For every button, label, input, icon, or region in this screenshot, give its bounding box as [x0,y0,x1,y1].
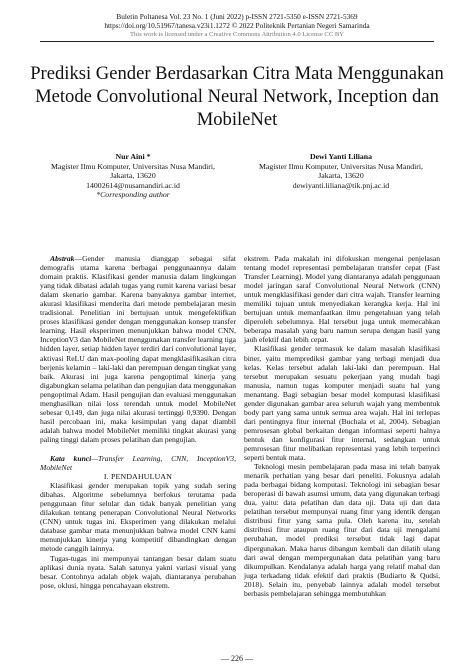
header-rule [40,41,434,42]
author-affiliation-city: Jakarta, 13620 [318,171,364,181]
author-email[interactable]: 14002614@nusamandiri.ac.id [86,180,180,190]
paper-title: Prediksi Gender Berdasarkan Citra Mata Menggunakan Metode Convolutional Neural Network, Inception dan MobileNet [30,63,444,130]
body-paragraph: Klasifikasi gender termasuk ke dalam masalah klasifikasi biner, yaitu memprediksi gambar yang terbagi menjadi dua kelas. Kelas tersebut adalah laki-laki dan perempuan. Hal tersebut merupakan sesuatu pekerjaan yang mudah bagi manusia, namun tugas komputer menjadi suatu hal yang menantang. Bagi sebagian besar model komputasi klasifikasi gender digunakan gambar area seluruh wajah yang membentuk body part yang sama untuk semua area wajah. Hal ini terlepas dari pentingnya fitur internal (Buchala et al, 2004). Sebagian pemrosesan global berkaitan dengan informasi seperti halnya bentuk dan konfigurasi fitur internal, sedangkan untuk pemrosesan fitur melibatkan representasi yang lebih terperinci seperti bentuk mata. [244,344,440,463]
author-name: Nur Aini * [115,152,151,161]
doi-line[interactable]: https://doi.org/10.51967/tanesa.v23i1.1272 © 2022 Politeknik Pertanian Negeri Samarinda [104,21,370,30]
right-column [244,254,440,598]
corresponding-note: *Corresponding author [96,190,170,200]
intro-paragraph: Tugas-tugas ini mempunyai tantangan besar dalam suatu aplikasi dunia nyata. Salah satunya yakni variasi visual yang besar. Contohnya adalah objek wajah, diantaranya perubahan pose, oklusi, hingga pencahayaan ekstrem. [40,553,236,590]
author-block-1 [38,152,228,200]
keywords [40,454,236,472]
body-paragraph: ekstrem. Pada makalah ini difokuskan mengenai penjelasan tentang model representasi pembelajaran transfer cepat (Fast Transfer Learning). Model yang diantaranya adalah penggunaan model jaringan saraf Convolutional Neural Network (CNN) untuk mengklasifikasi gender dari citra wajah. Transfer learning memiliki tujuan untuk menyediakan kerangka kerja. Hal ini bertujuan untuk memanfaatkan ilmu pengetahuan yang telah diperoleh sebelumnya. Hal tersebut juga untuk memecahkan beberapa masalah yang baru namun serupa dengan hasil yang jauh efektif dan lebih cepat. [244,254,440,345]
license-line[interactable]: This work is licensed under a Creative Commons Attribution 4.0 License CC BY [129,31,345,38]
abstract-text: —Gender manusia dianggap sebagai sifat demografis utama karena berbagai penggunaannya dalam domain praktis. Klasifikasi gender manusia dalam lingkungan yang tidak dibatasi adalah tugas yang rumit karena variasi besar dalam skenario gambar. Karena banyaknya gambar internet, akurasi klasifikasi menderita dari metode pembelajaran mesin tradisional. Penelitian ini bertujuan untuk mengefektifkan proses klasifikasi gender dengan menggunakan konsep transfer learning. Hasil eksperimen menunjukkan bahwa model CNN, InceptionV3 dan MobileNet menggunakan transfer learning tiga hidden layer, setiap hidden layer terdiri dari convolutional layer, aktivasi ReLU dan max-pooling dapat mengklasifikasikan citra berjenis kelamin – laki-laki dan perempuan dengan tingkat yang baik. Akurasi ini juga karena pengoptimal kinerja yang digabungkan selama pelatihan dan pengujian data menggunakan pengoptimal Adam. Hasil pengujian dan evaluasi menggunakan menghasilkan nilai loss terendah untuk model MobileNet sebesar 0,149, dan juga nilai akurasi tertinggi 0,9390. Dengan hasil percobaan ini, maka kesimpulan yang dapat diambil adalah bahwa model MobileNet memiliki tingkat akurasi yang paling tinggi dalam proses pelatihan dan pengujian. [40,254,236,444]
abstract-label: Abstrak [50,254,75,263]
author-affiliation-city: Jakarta, 13620 [110,171,156,181]
left-column [40,254,236,590]
author-affiliation: Magister Ilmu Komputer, Universitas Nusa Mandiri, [50,161,216,171]
intro-paragraph: Klasifikasi gender merupakan topik yang sudah sering dibahas. Algoritme sebelumnya berfokus terutama pada penggunaan fitur selular dan tidak banyak penelitian yang dilakukan tentang penerapan Convolutional Neural Networks (CNN) untuk tugas ini. Eksperimen yang dilakukan melalui database gambar mata menunjukkan bahwa model CNN kami menunjukkan kinerja yang kompetitif dibandingkan dengan metode canggih lainnya. [40,481,236,554]
author-block-2 [246,152,436,190]
section-heading-introduction: I. PENDAHULUAN [103,472,173,482]
keywords-text: —Transfer Learning, CNN, InceptionV3, MobileNet [40,453,236,473]
author-affiliation: Magister Ilmu Komputer, Universitas Nusa Mandiri, [258,161,424,171]
keywords-label: Kata kunci [50,453,92,463]
body-paragraph: Teknologi mesin pembelajaran pada masa ini telah banyak menarik perhatian yang besar dari peneliti. Fokusnya adalah pada berbagai bidang komputasi. Teknologi ini sebagian besar beroperasi di bawah asumsi umum, data yang digunakan terbagi dua, yaitu: data pelatihan dan data uji. Data uji dan data pelatihan tersebut mempunyai ruang fitur yang identik dengan distribusi fitur yang sama pula. Oleh karena itu, setelah distribusi fitur ataupun ruang fitur dari data uji mengalami perubahan, model prediksi tersebut tidak lagi dapat dipergunakan. Maka harus dibangun kembali dan dilatih ulang dari awal dengan mempergunakan data pelatihan yang baru dikumpulkan. Kendalanya adalah harga yang relatif mahal dan juga terkadang tidak efektif dari praktis (Budiarto & Qudsi, 2018). Selain itu, penyebab lainnya adalah model tersebut berbasis pembelajaran sehingga membutuhkan [244,462,440,598]
page-number: — 226 — [221,654,253,663]
journal-citation: Buletin Poltanesa Vol. 23 No. 1 (Juni 2022) p-ISSN 2721-5350 e-ISSN 2721-5369 [116,12,358,21]
abstract [40,254,236,444]
author-email[interactable]: dewiyanti.liliana@tik.pnj.ac.id [292,180,390,190]
author-name: Dewi Yanti Liliana [309,152,373,161]
